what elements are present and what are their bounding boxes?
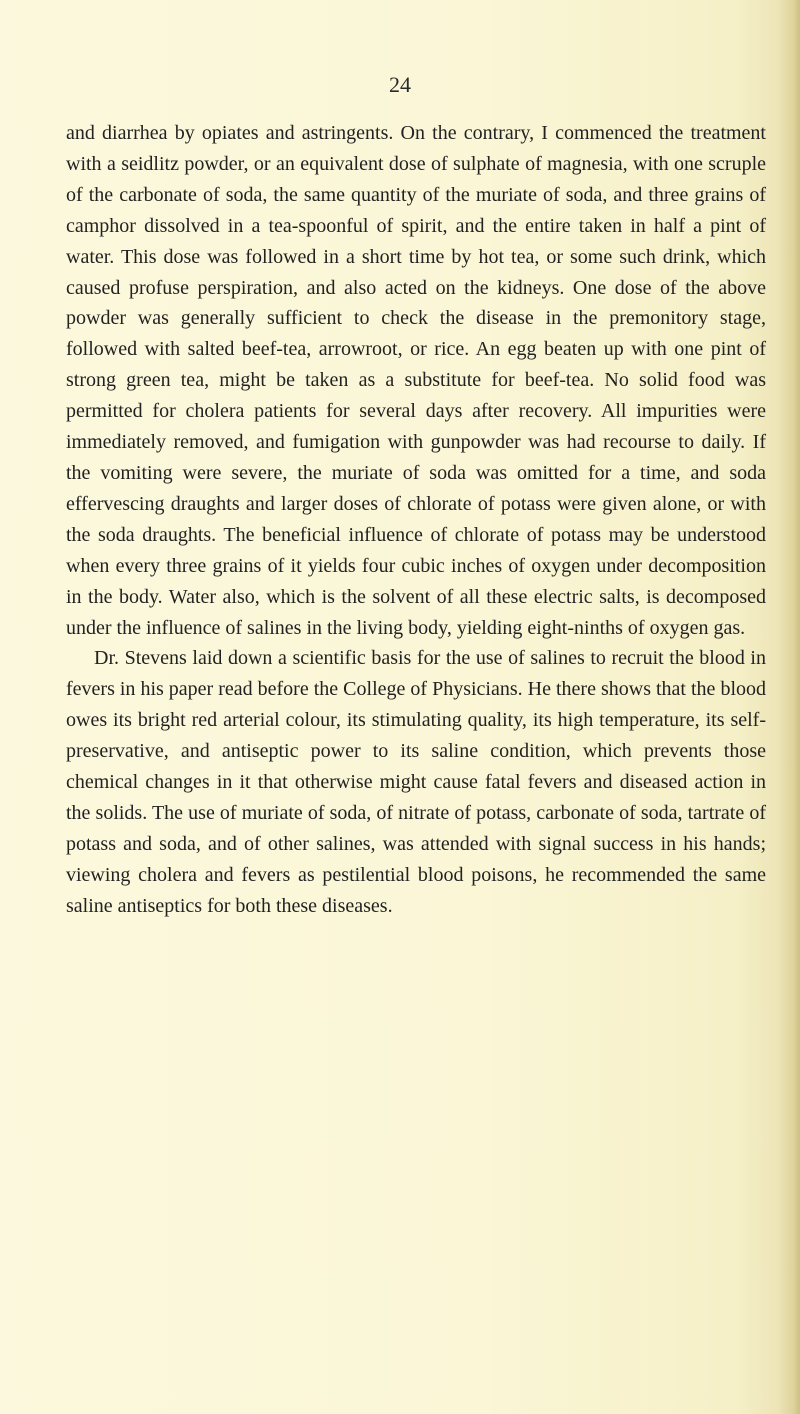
paragraph: and diarrhea by opiates and astringents. On the contrary, I commenced the treatment with a seidlitz powder, or an equivalent dose of sulphate of magnesia, with one scruple of the carbonate of soda, the same quantity of the muriate of soda, and three grains of camphor dissolved in a tea-spoonful of spirit, and the entire taken in half a pint of water. This dose was followed in a short time by hot tea, or some such drink, which caused profuse perspiration, and also acted on the kidneys. One dose of the above powder was generally sufficient to check the disease in the premonitory stage, followed with salted beef-tea, arrowroot, or rice. An egg beaten up with one pint of strong green tea, might be taken as a substitute for beef-tea. No solid food was permitted for cholera patients for several days after recovery. All impurities were immediately removed, and fumigation with gunpowder was had recourse to daily. If the vomiting were severe, the muriate of soda was omitted for a time, and soda effervescing draughts and larger doses of chlorate of potass were given alone, or with the soda draughts. The beneficial influence of chlorate of potass may be understood when every three grains of it yields four cubic inches of oxygen under decomposition in the body. Water also, which is the solvent of all these electric salts, is decomposed under the influence of salines in the living body, yielding eight-ninths of oxygen gas. xyxy=(66,122,766,639)
paragraph: Dr. Stevens laid down a scientific basis for the use of salines to recruit the blood in fevers in his paper read before the College of Physicians. He there shows that the blood owes its bright red arterial colour, its stimulating quality, its high temperature, its self-preservative, and antiseptic power to its saline condition, which prevents those chemical changes in it that otherwise might cause fatal fevers and diseased action in the solids. The use of muriate of soda, of nitrate of potass, carbonate of soda, tartrate of potass and soda, and of other salines, was attended with signal success in his hands; viewing cholera and fevers as pestilential blood poisons, he recommended the same saline antiseptics for both these diseases. xyxy=(66,647,766,917)
page-edge-shadow xyxy=(778,0,800,1414)
body-text xyxy=(66,118,766,922)
page-number: 24 xyxy=(389,72,411,97)
